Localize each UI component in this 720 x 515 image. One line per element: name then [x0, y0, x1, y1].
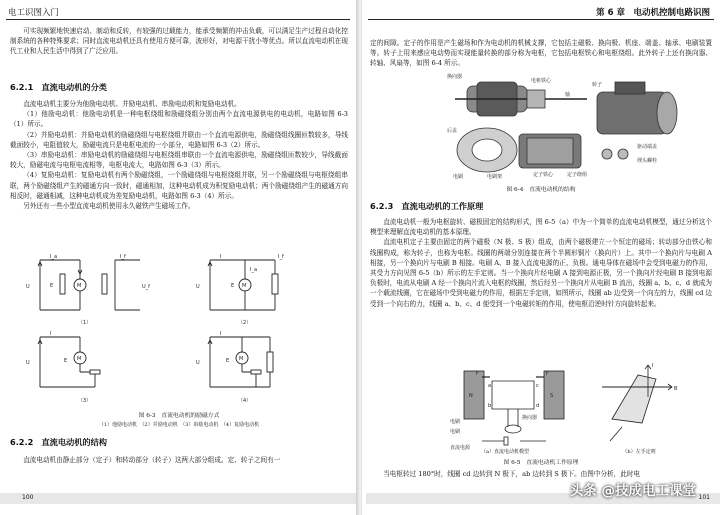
paragraph: （1）他励电动机：他励电动机是一种电枢绕组和励磁绕组分别由两个直流电源供电的电动机，电路如图 6-3（1）所示。 [10, 110, 348, 129]
fig-6-4-caption: 图 6-4 直流电动机的结构 [506, 187, 576, 193]
fig-6-3-caption: 图 6-3 直流电动机的励磁方式 [138, 413, 220, 419]
current-label: I [220, 331, 222, 337]
motor-symbol-label: M [77, 356, 82, 362]
subfig-label-2: （2） [238, 320, 252, 326]
circuit-separately-excited [26, 254, 150, 326]
right-header-rule [368, 19, 714, 20]
fig4-label-rear-cover: 后盖 [447, 128, 458, 134]
current-label: I [220, 254, 222, 260]
field-direction-label: B [674, 386, 678, 392]
field-current-label: I_f [278, 254, 284, 260]
force-label-right: F [546, 371, 549, 377]
coil-c-label: c [536, 383, 539, 389]
paragraph: 直流电动机由静止部分（定子）和转动部分（转子）这两大部分组成。定、转子之间有一 [23, 456, 281, 464]
brush-label-a: 电刷 [450, 419, 461, 425]
armature-current-label: I_a [50, 254, 58, 260]
fig-6-5-caption: 图 6-5 直流电动机工作原理 [503, 460, 579, 466]
dc-motor-model [450, 371, 564, 451]
coil-a-label: a [488, 383, 492, 389]
left-page-number: 100 [22, 494, 34, 501]
field-voltage-label: U_f [142, 284, 150, 290]
north-pole-label: N [469, 393, 473, 399]
current-direction-label: I [652, 363, 654, 369]
brush-label-b: 电刷 [450, 429, 461, 435]
right-continuation [370, 38, 712, 69]
circuit-compound [196, 331, 273, 404]
left-page [0, 0, 358, 515]
fig4-label-armature-core: 电枢铁心 [531, 78, 552, 84]
fig4-label-stator-winding: 定子绕组 [567, 172, 588, 178]
emf-label: E [231, 283, 235, 289]
section-6-2-1-body [10, 99, 348, 211]
fig4-label-stator-core: 定子铁心 [533, 172, 554, 178]
motor-symbol-label: M [239, 356, 244, 362]
voltage-label: U [26, 284, 30, 290]
subfig-label-4: （4） [238, 398, 252, 404]
coil-b-label: b [488, 403, 492, 409]
section-6-2-3-title: 6.2.3 直流电动机的工作原理 [370, 201, 484, 211]
intro-paragraph: 可实现频繁地快速启动、制动和反转，有较强的过载能力，能承受频繁的冲击负载，可以满足生产过程自动化控制系统的各种特殊要求；同时直流电动机还具有使用方便可靠，波形好，对电源干扰小等优点。所以直流电动机在现代工业和人民生活中得到了广泛应用。 [10, 27, 348, 56]
fig-6-4-motor-structure [447, 72, 687, 180]
fig4-label-countersunk-bolt: 埋头螺栓 [637, 158, 658, 164]
armature-current-label: I_a [250, 267, 258, 273]
right-last-line [370, 469, 712, 479]
left-running-head: 电工识图入门 [8, 8, 60, 18]
voltage-label: U [26, 360, 30, 366]
coil-d-label: d [536, 403, 540, 409]
field-current-label: I_f [120, 254, 126, 260]
fig4-label-rotor: 转子 [592, 82, 603, 88]
left-intro [10, 26, 348, 57]
fig-6-3-circuits [20, 252, 340, 404]
fig4-label-brush-holder: 电刷架 [487, 174, 503, 180]
current-label: I [50, 331, 52, 337]
right-page [362, 0, 720, 515]
fig4-label-brush: 电刷 [453, 174, 464, 180]
motor-symbol-label: M [242, 283, 247, 289]
commutator-label: 换向器 [522, 415, 538, 421]
left-hand-rule [602, 363, 678, 441]
left-header-rule [6, 19, 350, 20]
paragraph: 直流电动机主要分为他励电动机、并励电动机、串励电动机和复励电动机。 [23, 100, 241, 108]
paragraph: 直流电动机一般为电枢旋转、磁极固定的结构形式，图 6-5（a）中为一个简单的直流电动机模型，通过分析这个模型来理解直流电动机的基本原理。 [370, 218, 712, 237]
circuit-shunt [196, 254, 284, 326]
paragraph: 直流电机定子主要由固定的两个磁极（N 极、S 极）组成，由两个磁极建立一个恒定的磁场；转动部分由铁心和线圈构成，称为转子，也称为电枢。线圈的两端分别连接在两个半圆形铜片（换向片）上。其中一个换向片与电刷 A 相接，另一个换向片与电刷 B 相接。电刷 A、B 接入直流电源的正、负极。通电导体在磁场中会受到电磁力的作用，其受力方向见图 6-5（b）所示的左手定则。当一个换向片经电刷 A 接到电源正极，另一个换向片经电刷 B 接到电源负极时，电流从电刷 A 经一个换向片流入电枢的线圈，然后经另一个换向片从电刷 B 流出，线圈 a、b、c、d 就成为一个载流线圈，它在磁场中受到电磁力的作用，根据左手定则，如图所示，线圈 ab 边受到一个向左的力，线圈 cd 边受到一个向右的力，线圈 a、b、c、d 便受到一个电磁转矩的作用，使电枢沿逆时针方向旋转起来。 [370, 238, 712, 308]
fig-6-5a-subcaption: （a）直流电动机模型 [481, 449, 529, 455]
fig-6-5b-subcaption: （b）左手定则 [622, 449, 656, 455]
right-page-number: 101 [698, 494, 710, 501]
emf-label: E [64, 358, 68, 364]
paragraph: 另外还有一些小型直流电动机使用永久磁铁产生磁场工作。 [23, 202, 195, 211]
voltage-label: U [196, 284, 200, 290]
fig4-label-shaft: 轴 [565, 92, 571, 98]
emf-label: E [226, 358, 230, 364]
section-6-2-1-title: 6.2.1 直流电动机的分类 [10, 82, 107, 92]
paragraph: （4）复励电动机：复励电动机有两个励磁绕组，一个励磁绕组与电枢绕组并联，另一个励磁绕组与电枢绕组串联，两个励磁绕组产生的磁通方向一致时，磁通相加，这种电动机成为积复励电动机；两个励磁绕组产生的磁通方向相反时，磁通相减，这种电动机成为差复励电动机，电路如图 6-3（4）所示。 [10, 171, 348, 200]
circuit-series [26, 331, 100, 404]
force-label-left: F [476, 371, 479, 377]
fig-6-5-working-principle [442, 357, 692, 453]
paragraph: （3）串励电动机：串励电动机的励磁绕组与电枢绕组串联由一个直流电源供电，励磁绕组匝数较少，导线截面较大，励磁电流与电枢电流相等，电枢电流大，电路如图 6-3（3）所示。 [10, 151, 348, 170]
fig-6-3-subcaptions: （1）他励电动机 （2）并励电动机 （3）串励电动机 （4）复励电动机 [98, 422, 260, 428]
fig4-label-drive-end-cover: 驱动端盖 [637, 144, 658, 150]
motor-symbol-label: M [77, 283, 82, 289]
fig4-label-commutator: 换向器 [447, 74, 463, 80]
emf-label: E [50, 283, 54, 289]
section-6-2-2-title: 6.2.2 直流电动机的结构 [10, 437, 107, 447]
right-running-head: 第 6 章 电动机控制电路识图 [596, 8, 710, 18]
watermark: 头条 @技成电工课堂 [569, 483, 696, 499]
section-6-2-3-body [370, 217, 712, 309]
paragraph: （2）并励电动机：并励电动机的励磁绕组与电枢绕组并联由一个直流电源供电，励磁绕组线圈匝数较多，导线截面较小，电阻值较大，励磁电流只是电枢电流的一小部分，电路如图 6-3（2）所示。 [10, 130, 348, 149]
section-6-2-2-body [10, 455, 348, 465]
paragraph: 定的间隙。定子的作用是产生磁场和作为电动机的机械支撑，它包括主磁极、换向极、机座、端盖、轴承、电刷装置等。转子上用来感应电动势而实现能量转换的部分称为电枢，它包括电枢铁心和电枢绕组。此外转子上还有换向器、转轴、风扇等，如图 6-4 所示。 [370, 39, 712, 68]
voltage-label: U [196, 360, 200, 366]
subfig-label-1: （1） [78, 320, 92, 326]
left-folio-band [0, 493, 356, 504]
dc-source-label: 直流电源 [450, 445, 471, 451]
paragraph: 当电枢转过 180°时，线圈 cd 边转到 N 极下，ab 边转到 S 极下。由图中分析，此时电 [383, 470, 641, 478]
subfig-label-3: （3） [78, 398, 92, 404]
south-pole-label: S [550, 393, 554, 399]
